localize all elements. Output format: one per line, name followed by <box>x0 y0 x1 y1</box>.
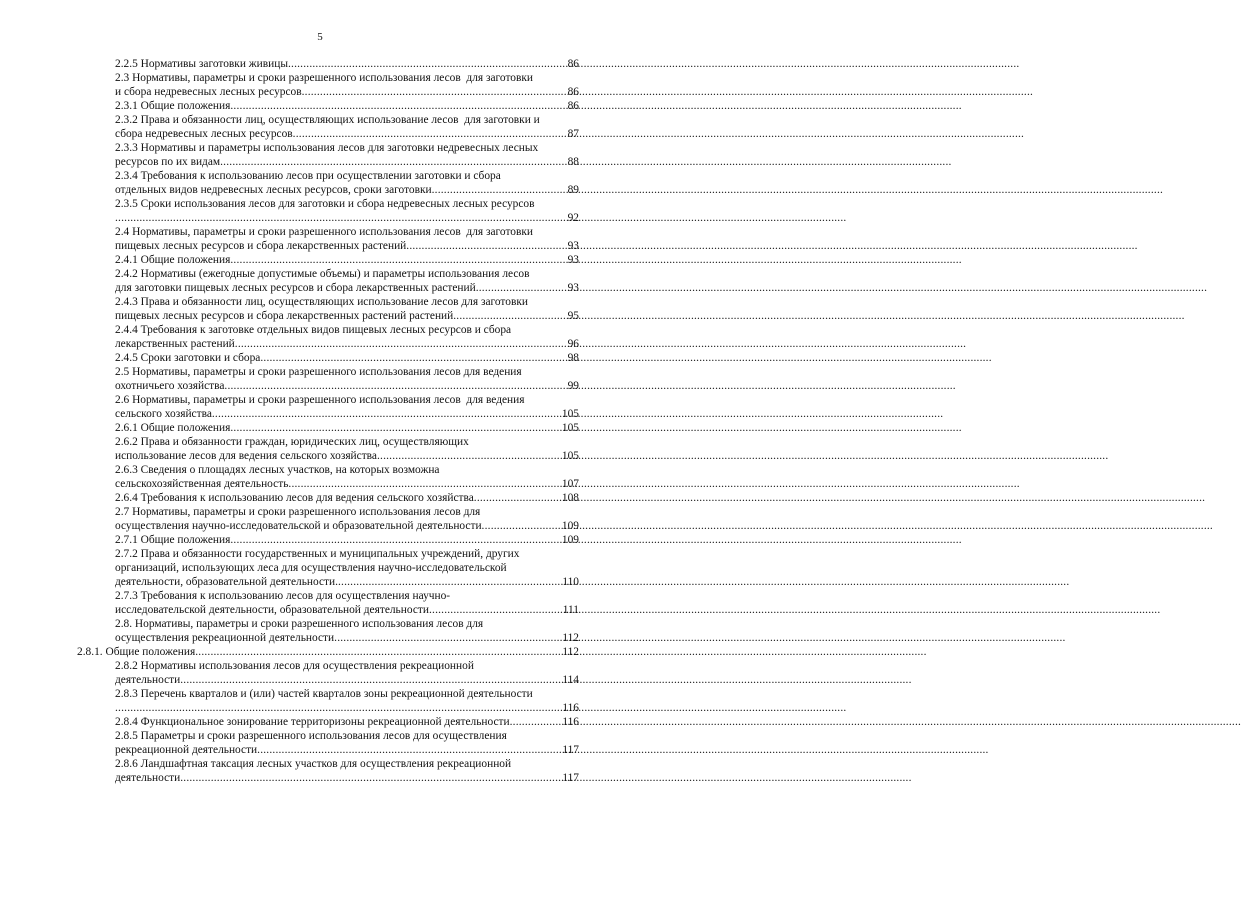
toc-entry-text: 2.4.1 Общие положения <box>115 254 231 266</box>
toc-entry[interactable] <box>115 169 579 197</box>
toc-entry-line <box>115 659 579 673</box>
toc-entry-text: сельского хозяйства <box>115 408 212 420</box>
toc-entry-text: 2.4.4 Требования к заготовке отдельных видов пищевых лесных ресурсов и сбора <box>115 324 512 336</box>
toc-entry-line <box>115 85 579 99</box>
toc-entry-text: 2.4.2 Нормативы (ежегодные допустимые объемы) и параметры использования лесов <box>115 268 530 280</box>
toc-entry[interactable] <box>115 295 579 323</box>
page-number: 5 <box>317 31 323 43</box>
toc-entry-text: 2.2.5 Нормативы заготовки живицы <box>115 58 288 70</box>
toc-page-number: 86 <box>567 86 579 98</box>
toc-entry[interactable] <box>115 463 579 491</box>
toc-entry-line <box>115 141 579 155</box>
toc-leader-dots <box>180 771 561 785</box>
toc-entry-text: 2.8.5 Параметры и сроки разрешенного использования лесов для осуществления <box>115 730 507 742</box>
toc-entry[interactable] <box>115 141 579 169</box>
toc-page-number: 93 <box>567 240 579 252</box>
toc-entry-line <box>115 757 579 771</box>
toc-entry-text: 2.8.1. Общие положения <box>77 646 196 658</box>
toc-entry-line <box>115 743 579 757</box>
toc-leader-dots <box>230 253 566 267</box>
toc-entry-text: 2.8.2 Нормативы использования лесов для осуществления рекреационной <box>115 660 474 672</box>
toc-entry-text: деятельности <box>115 772 181 784</box>
toc-entry-line <box>115 505 579 519</box>
toc-entry-line <box>115 407 579 421</box>
toc-leader-dots <box>432 183 567 197</box>
toc-entry-text: 2.6.2 Права и обязанности граждан, юридических лиц, осуществляющих <box>115 436 469 448</box>
toc-leader-dots <box>230 99 566 113</box>
toc-entry-text: 2.8.4 Функциональное зонирование территоризоны рекреационной деятельности <box>115 716 510 728</box>
toc-page-number: 117 <box>562 772 579 784</box>
toc-entry-text: 2.8.6 Ландшафтная таксация лесных участков для осуществления рекреационной <box>115 758 512 770</box>
toc-page-number: 98 <box>567 352 579 364</box>
toc-entry-text: 2.8.3 Перечень кварталов и (или) частей кварталов зоны рекреационной деятельности <box>115 688 533 700</box>
toc-entry-line <box>115 197 579 211</box>
toc-entry-text: 2.6.4 Требования к использованию лесов для ведения сельского хозяйства <box>115 492 474 504</box>
toc-entry-text: 2.5 Нормативы, параметры и сроки разрешенного использования лесов для ведения <box>115 366 522 378</box>
toc-entry-text: сельскохозяйственная деятельность <box>115 478 289 490</box>
toc-page-number: 109 <box>561 534 579 546</box>
toc-entry-line <box>115 393 579 407</box>
toc-entry-line <box>115 687 579 701</box>
toc-entry-text: 2.3 Нормативы, параметры и сроки разрешенного использования лесов для заготовки <box>115 72 534 84</box>
toc-entry-line <box>115 533 579 547</box>
toc-entry-text: 2.6.3 Сведения о площадях лесных участков, на которых возможна <box>115 464 440 476</box>
toc-entry[interactable] <box>115 267 579 295</box>
toc-entry-line <box>115 239 579 253</box>
toc-entry-line <box>115 729 579 743</box>
toc-entry-line <box>115 169 579 183</box>
toc-entry-text: 2.7.3 Требования к использованию лесов для осуществления научно- <box>115 590 451 602</box>
toc-entry-text: охотничьего хозяйства <box>115 380 225 392</box>
toc-entry-text: осуществления научно-исследовательской и образовательной деятельности <box>115 520 482 532</box>
toc-page-number: 93 <box>567 254 579 266</box>
toc-entry-text: сбора недревесных лесных ресурсов <box>115 128 293 140</box>
toc-entry[interactable] <box>77 645 579 659</box>
toc-entry[interactable] <box>115 351 579 365</box>
toc-page-number: 114 <box>562 674 579 686</box>
toc-page-number: 92 <box>567 212 579 224</box>
toc-entry[interactable] <box>115 435 579 463</box>
toc-leader-dots <box>288 57 567 71</box>
toc-entry[interactable] <box>115 197 579 225</box>
toc-page-number: 86 <box>567 100 579 112</box>
toc-entry-line <box>115 435 579 449</box>
toc-entry-text: 2.7.2 Права и обязанности государственных и муниципальных учреждений, других <box>115 548 520 560</box>
toc-entry-text: 2.3.3 Нормативы и параметры использования лесов для заготовки недревесных лесных <box>115 142 539 154</box>
toc-leader-dots <box>377 449 561 463</box>
toc-entry[interactable] <box>115 57 579 71</box>
toc-page-number: 86 <box>567 58 579 70</box>
toc-entry[interactable] <box>115 71 579 99</box>
toc-entry-line <box>115 603 579 617</box>
toc-entry-text: 2.4.3 Права и обязанности лиц, осуществляющих использование лесов для заготовки <box>115 296 528 308</box>
toc-leader-dots <box>195 645 561 659</box>
toc-entry[interactable] <box>115 729 579 757</box>
toc-leader-dots <box>429 603 562 617</box>
toc-page-number: 105 <box>561 422 579 434</box>
toc-entry-text: рекреационной деятельности <box>115 744 258 756</box>
toc-entry[interactable] <box>115 757 579 785</box>
toc-entry-line <box>115 561 579 575</box>
toc-leader-dots <box>212 407 561 421</box>
toc-leader-dots <box>224 379 566 393</box>
toc-entry-line <box>115 71 579 85</box>
toc-entry-line <box>115 127 579 141</box>
toc-entry-line <box>115 267 579 281</box>
toc-leader-dots <box>453 309 566 323</box>
toc-entry-text: 2.7 Нормативы, параметры и сроки разрешенного использования лесов для <box>115 506 481 518</box>
toc-entry-text: 2.3.5 Сроки использования лесов для заготовки и сбора недревесных лесных ресурсов <box>115 198 535 210</box>
toc-entry-text: 2.6 Нормативы, параметры и сроки разрешенного использования лесов для ведения <box>115 394 525 406</box>
toc-page-number: 112 <box>562 646 579 658</box>
toc-page-number: 110 <box>562 576 579 588</box>
toc-entry-text: 2.7.1 Общие положения <box>115 534 231 546</box>
toc-entry-line <box>115 113 579 127</box>
toc-entry-text: деятельности, образовательной деятельности. <box>115 576 338 588</box>
toc-entry-text: пищевых лесных ресурсов и сбора лекарственных растений растений <box>115 310 454 322</box>
toc-entry-line <box>115 631 579 645</box>
toc-leader-dots <box>115 701 561 715</box>
toc-entry-text: осуществления рекреационной деятельности <box>115 632 335 644</box>
toc-entry-line <box>115 491 579 505</box>
toc-entry-text: 2.8. Нормативы, параметры и сроки разрешенного использования лесов для <box>115 618 484 630</box>
toc-leader-dots <box>220 155 566 169</box>
toc-entry-line <box>115 379 579 393</box>
toc-page-number: 108 <box>561 492 579 504</box>
toc-leader-dots <box>235 337 567 351</box>
toc-entry-line <box>115 99 579 113</box>
toc-entry-line <box>115 281 579 295</box>
toc-entry[interactable] <box>115 589 579 617</box>
toc-entry-text: лекарственных растений <box>115 338 235 350</box>
toc-entry[interactable] <box>115 687 579 715</box>
toc-page-number: 107 <box>561 478 579 490</box>
toc-entry-text: и сбора недревесных лесных ресурсов <box>115 86 302 98</box>
toc-page-number: 111 <box>562 604 579 616</box>
toc-entry-text: исследовательской деятельности, образовательной деятельности <box>115 604 429 616</box>
toc-leader-dots <box>474 491 561 505</box>
toc-entry-line <box>115 463 579 477</box>
toc-leader-dots <box>476 281 567 295</box>
toc-page-number: 105 <box>561 450 579 462</box>
toc-entry-line <box>115 477 579 491</box>
toc-entry-text: 2.6.1 Общие положения <box>115 422 231 434</box>
toc-entry-line <box>115 421 579 435</box>
toc-page-number: 117 <box>562 744 579 756</box>
toc-entry-line <box>115 211 579 225</box>
toc-page-number: 89 <box>567 184 579 196</box>
toc-entry-text: использование лесов для ведения сельского хозяйства <box>115 450 377 462</box>
toc-page-number: 96 <box>567 338 579 350</box>
toc-entry-line <box>115 673 579 687</box>
toc-entry-line <box>115 225 579 239</box>
toc-leader-dots <box>230 421 561 435</box>
toc-entry-line <box>115 253 579 267</box>
toc-entry[interactable] <box>115 365 579 393</box>
toc-entry[interactable] <box>115 547 579 589</box>
toc-page-number: 99 <box>567 380 579 392</box>
toc-entry[interactable] <box>115 113 579 141</box>
toc-page-number: 95 <box>567 310 579 322</box>
toc-entry-line <box>115 771 579 785</box>
toc-page-number: 116 <box>562 702 579 714</box>
toc-page-number: 116 <box>562 716 579 728</box>
toc-entry[interactable] <box>115 253 579 267</box>
toc-page-number: 112 <box>562 632 579 644</box>
toc-page-number: 88 <box>567 156 579 168</box>
toc-entry-line <box>115 519 579 533</box>
toc-entry-line <box>115 589 579 603</box>
toc-entry[interactable] <box>115 393 579 421</box>
toc-entry-text: 2.3.2 Права и обязанности лиц, осуществляющих использование лесов для заготовки и <box>115 114 540 126</box>
toc-entry-line <box>115 323 579 337</box>
toc-entry-text: 2.4.5 Сроки заготовки и сбора <box>115 352 261 364</box>
toc-leader-dots <box>115 211 567 225</box>
toc-entry-text: пищевых лесных ресурсов и сбора лекарственных растений <box>115 240 407 252</box>
toc-leader-dots <box>406 239 566 253</box>
toc-entry[interactable] <box>115 715 579 729</box>
toc-leader-dots <box>293 127 567 141</box>
toc-entry-text: 2.3.4 Требования к использованию лесов при осуществлении заготовки и сбора <box>115 170 501 182</box>
toc-entry-line <box>115 351 579 365</box>
toc-entry-text: 2.4 Нормативы, параметры и сроки разрешенного использования лесов для заготовки <box>115 226 534 238</box>
toc-entry[interactable] <box>115 505 579 533</box>
toc-leader-dots <box>510 715 562 729</box>
toc-leader-dots <box>302 85 567 99</box>
toc-leader-dots <box>334 631 561 645</box>
toc-entry-line <box>115 449 579 463</box>
toc-entry-line <box>115 701 579 715</box>
toc-entry-line <box>115 365 579 379</box>
toc-entry-line <box>115 547 579 561</box>
toc-leader-dots <box>338 575 561 589</box>
toc-entry-text: организаций, использующих леса для осуществления научно-исследовательской <box>115 562 507 574</box>
toc-page-number: 105 <box>561 408 579 420</box>
toc-leader-dots <box>180 673 561 687</box>
toc-entry-text: для заготовки пищевых лесных ресурсов и сбора лекарственных растений <box>115 282 476 294</box>
toc-entry-line <box>115 617 579 631</box>
toc-entry[interactable] <box>115 421 579 435</box>
toc-leader-dots <box>482 519 561 533</box>
toc-entry-line <box>115 575 579 589</box>
toc-leader-dots <box>257 743 561 757</box>
toc-entry-line <box>115 715 579 729</box>
table-of-contents <box>0 57 640 785</box>
toc-page-number: 87 <box>567 128 579 140</box>
toc-entry-line <box>115 309 579 323</box>
toc-entry[interactable] <box>115 617 579 645</box>
toc-page-number: 93 <box>567 282 579 294</box>
toc-leader-dots <box>288 477 561 491</box>
toc-entry-line <box>115 57 579 71</box>
toc-entry-text: ресурсов по их видам <box>115 156 221 168</box>
toc-entry[interactable] <box>115 533 579 547</box>
toc-entry-text: 2.3.1 Общие положения <box>115 100 231 112</box>
toc-entry-line <box>115 155 579 169</box>
toc-entry-line <box>77 645 579 659</box>
toc-entry-line <box>115 337 579 351</box>
toc-entry[interactable] <box>115 323 579 351</box>
toc-page-number: 109 <box>561 520 579 532</box>
toc-entry[interactable] <box>115 491 579 505</box>
toc-entry-text: деятельности <box>115 674 181 686</box>
toc-entry-text: отдельных видов недревесных лесных ресурсов, сроки заготовки <box>115 184 432 196</box>
toc-entry-line <box>115 295 579 309</box>
toc-leader-dots <box>230 533 561 547</box>
toc-leader-dots <box>260 351 566 365</box>
toc-entry[interactable] <box>115 659 579 687</box>
toc-entry-line <box>115 183 579 197</box>
toc-entry[interactable] <box>115 225 579 253</box>
toc-entry[interactable] <box>115 99 579 113</box>
